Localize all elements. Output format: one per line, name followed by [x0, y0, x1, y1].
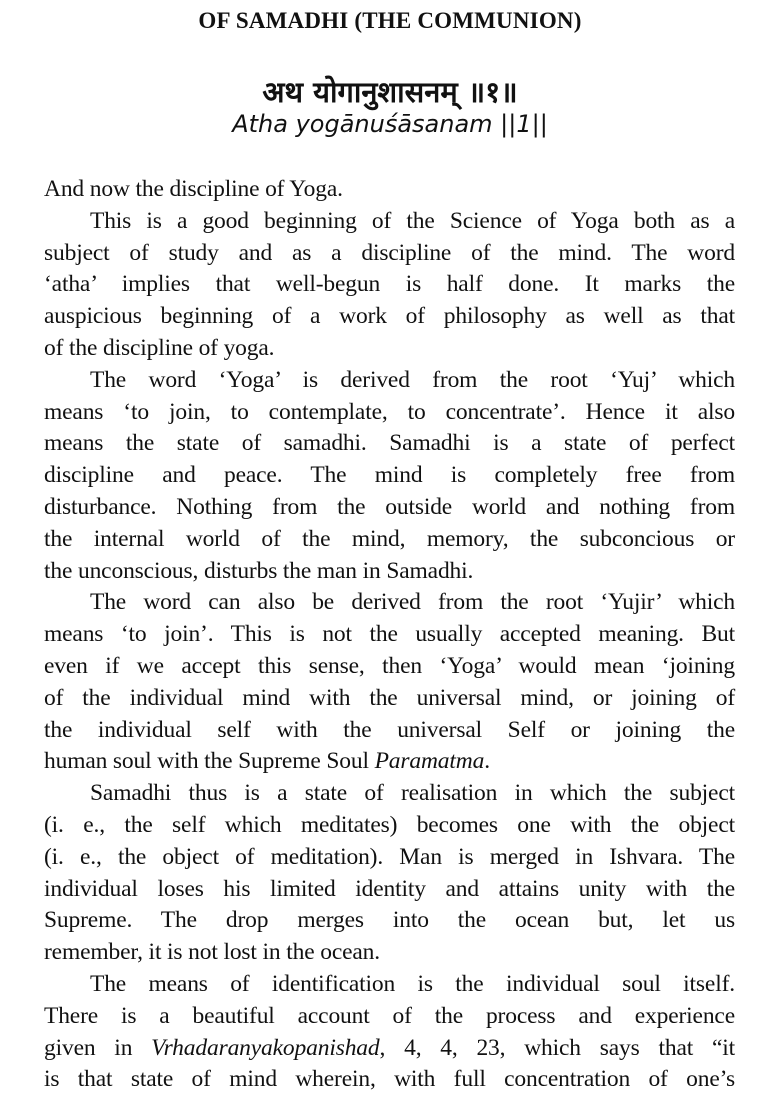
- text-segment: discipline and peace. The mind is completely free from: [44, 462, 735, 489]
- text-line: [44, 206, 735, 238]
- italic-term: Paramatma: [374, 748, 485, 775]
- sutra-transliteration: Atha yogānuśāsanam ||1||: [232, 110, 548, 138]
- text-line: [44, 683, 735, 715]
- text-line: [44, 874, 735, 906]
- text-line: [44, 619, 735, 651]
- text-segment: ‘atha’ implies that well-begun is half done. It marks the: [44, 271, 735, 298]
- text-segment: There is a beautiful account of the process and experience: [44, 1002, 735, 1029]
- text-segment: the individual self with the universal Self or joining the: [44, 716, 735, 743]
- text-segment: auspicious beginning of a work of philosophy as well as that: [44, 303, 735, 330]
- text-segment: , 4, 4, 23, which says that “it: [379, 1034, 735, 1061]
- text-segment: This is a good beginning of the Science of Yoga both as a: [90, 207, 735, 234]
- text-line: [44, 524, 735, 556]
- text-line: [44, 969, 735, 1001]
- text-segment: means the state of samadhi. Samadhi is a state of perfect: [44, 430, 735, 457]
- text-line: [44, 492, 735, 524]
- text-line: [44, 174, 735, 206]
- text-line: [44, 460, 735, 492]
- text-line: [44, 301, 735, 333]
- text-segment: the internal world of the mind, memory, the subconcious or: [44, 525, 735, 552]
- text-line: [44, 556, 735, 588]
- sutra-devanagari: अथ योगानुशासनम् ॥१॥: [262, 75, 518, 109]
- text-line: [44, 651, 735, 683]
- text-segment: Samadhi thus is a state of realisation in which the subject: [90, 780, 735, 807]
- text-segment: given in: [44, 1034, 152, 1061]
- text-segment: of the discipline of yoga.: [44, 334, 275, 361]
- italic-term: Vrhadaranyakopanishad: [151, 1034, 380, 1061]
- text-segment: disturbance. Nothing from the outside world and nothing from: [44, 493, 735, 520]
- text-segment: means ‘to join, to contemplate, to concentrate’. Hence it also: [44, 398, 735, 425]
- text-segment: The means of identification is the individual soul itself.: [90, 970, 735, 997]
- body-text: [44, 174, 735, 1096]
- text-line: [44, 746, 735, 778]
- text-line: [44, 333, 735, 365]
- text-line: [44, 428, 735, 460]
- text-segment: subject of study and as a discipline of the mind. The word: [44, 239, 735, 266]
- text-line: [44, 269, 735, 301]
- text-line: [44, 587, 735, 619]
- text-segment: means ‘to join’. This is not the usually accepted meaning. But: [44, 621, 735, 648]
- text-line: [44, 778, 735, 810]
- text-line: [44, 810, 735, 842]
- text-segment: The word can also be derived from the root ‘Yujir’ which: [90, 589, 735, 616]
- text-segment: human soul with the Supreme Soul: [44, 748, 375, 775]
- text-segment: (i. e., the self which meditates) becomes one with the object: [44, 811, 735, 838]
- text-segment: .: [484, 748, 490, 775]
- text-segment: even if we accept this sense, then ‘Yoga’ would mean ‘joining: [44, 652, 735, 679]
- text-segment: (i. e., the object of meditation). Man is merged in Ishvara. The: [44, 843, 735, 870]
- text-segment: of the individual mind with the universal mind, or joining of: [44, 684, 735, 711]
- text-segment: Supreme. The drop merges into the ocean but, let us: [44, 907, 735, 934]
- text-line: [44, 842, 735, 874]
- text-line: [44, 1001, 735, 1033]
- text-line: [44, 937, 735, 969]
- chapter-title: OF SAMADHI (THE COMMUNION): [198, 8, 582, 33]
- text-line: [44, 238, 735, 270]
- text-line: [44, 905, 735, 937]
- text-segment: remember, it is not lost in the ocean.: [44, 939, 380, 966]
- text-line: [44, 397, 735, 429]
- text-line: [44, 715, 735, 747]
- text-segment: the unconscious, disturbs the man in Samadhi.: [44, 557, 474, 584]
- text-line: [44, 1033, 735, 1065]
- text-segment: individual loses his limited identity and attains unity with the: [44, 875, 735, 902]
- text-line: [44, 365, 735, 397]
- text-segment: The word ‘Yoga’ is derived from the root ‘Yuj’ which: [90, 366, 735, 393]
- text-segment: is that state of mind wherein, with full concentration of one’s: [44, 1066, 735, 1093]
- text-line: [44, 1064, 735, 1096]
- text-segment: And now the discipline of Yoga.: [44, 176, 343, 202]
